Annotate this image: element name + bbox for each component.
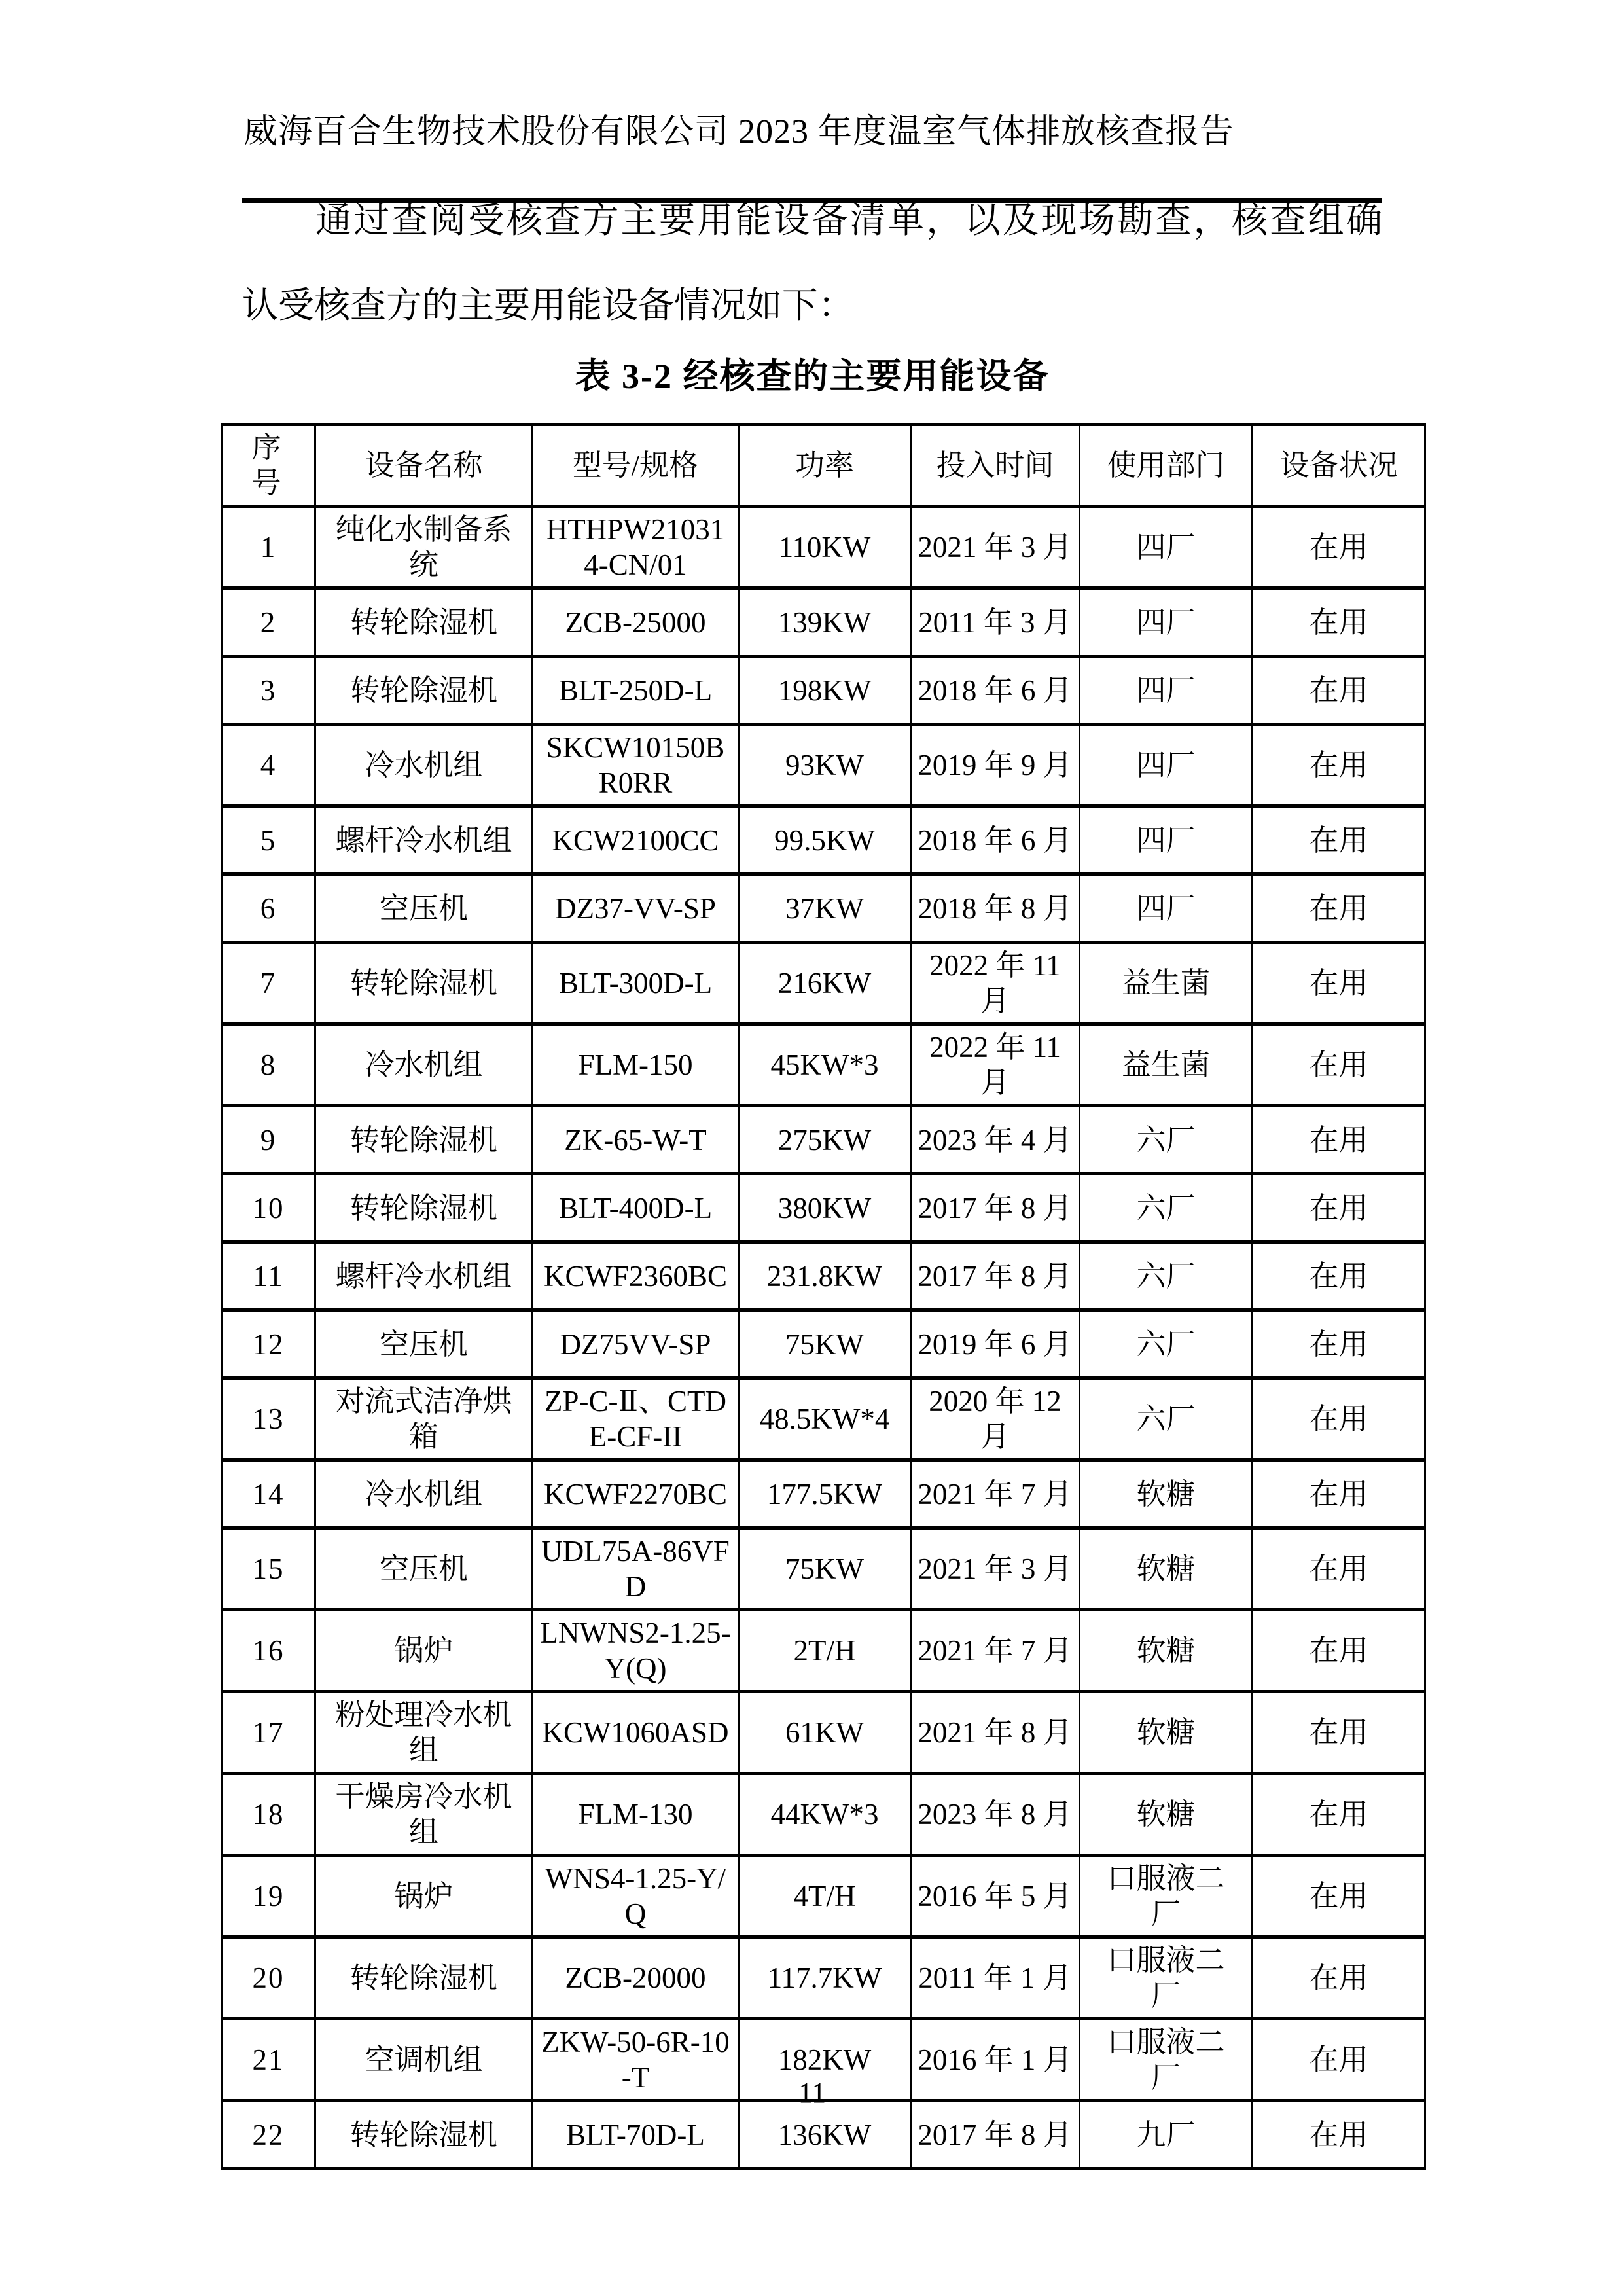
cell-name: 空压机 [315,1310,533,1378]
cell-date: 2021 年 3 月 [911,507,1080,588]
cell-name: 纯化水制备系统 [315,507,533,588]
cell-date: 2017 年 8 月 [911,1242,1080,1310]
cell-serial: 3 [222,656,315,725]
cell-serial: 12 [222,1310,315,1378]
report-header-title: 威海百合生物技术股份有限公司 2023 年度温室气体排放核查报告 [243,113,1235,151]
cell-department: 四厂 [1080,588,1253,656]
cell-power: 93KW [739,725,911,806]
cell-name: 锅炉 [315,1610,533,1692]
cell-status: 在用 [1253,1937,1425,2019]
cell-power: 2T/H [739,1610,911,1692]
cell-date: 2018 年 8 月 [911,874,1080,942]
cell-department: 益生菌 [1080,942,1253,1024]
energy-equipment-table [221,423,1426,2170]
intro-paragraph-line2: 认受核查方的主要用能设备情况如下： [242,285,855,325]
cell-serial: 18 [222,1774,315,1856]
col-header-department: 使用部门 [1080,425,1253,507]
cell-status: 在用 [1253,1310,1425,1378]
cell-department: 四厂 [1080,656,1253,725]
cell-name: 干燥房冷水机组 [315,1774,533,1856]
cell-date: 2021 年 8 月 [911,1692,1080,1774]
cell-status: 在用 [1253,1692,1425,1774]
table-row [222,1937,1425,2019]
col-header-name: 设备名称 [315,425,533,507]
cell-model: BLT-300D-L [533,942,739,1024]
cell-serial: 13 [222,1378,315,1460]
cell-model: KCW2100CC [533,806,739,874]
cell-status: 在用 [1253,1774,1425,1856]
cell-status: 在用 [1253,1856,1425,1937]
cell-department: 六厂 [1080,1106,1253,1174]
cell-status: 在用 [1253,874,1425,942]
table-row [222,1024,1425,1106]
table-header-row [222,425,1425,507]
cell-power: 110KW [739,507,911,588]
cell-status: 在用 [1253,2101,1425,2169]
intro-paragraph-line1: 通过查阅受核查方主要用能设备清单，以及现场勘查，核查组确 [315,200,1382,240]
cell-serial: 4 [222,725,315,806]
cell-power: 380KW [739,1174,911,1242]
cell-power: 45KW*3 [739,1024,911,1106]
cell-serial: 19 [222,1856,315,1937]
table-row [222,1174,1425,1242]
cell-name: 冷水机组 [315,1024,533,1106]
cell-date: 2023 年 4 月 [911,1106,1080,1174]
cell-model: ZK-65-W-T [533,1106,739,1174]
table-row [222,1378,1425,1460]
cell-serial: 9 [222,1106,315,1174]
cell-status: 在用 [1253,1378,1425,1460]
cell-status: 在用 [1253,1106,1425,1174]
cell-department: 口服液二厂 [1080,1937,1253,2019]
table-row [222,1310,1425,1378]
cell-model: ZCB-20000 [533,1937,739,2019]
cell-serial: 8 [222,1024,315,1106]
cell-date: 2019 年 9 月 [911,725,1080,806]
cell-status: 在用 [1253,2019,1425,2101]
cell-model: ZKW-50-6R-10-T [533,2019,739,2101]
cell-status: 在用 [1253,1242,1425,1310]
cell-name: 锅炉 [315,1856,533,1937]
cell-name: 转轮除湿机 [315,1106,533,1174]
col-header-serial: 序 号 [222,425,315,507]
cell-date: 2018 年 6 月 [911,806,1080,874]
cell-model: BLT-70D-L [533,2101,739,2169]
cell-name: 转轮除湿机 [315,1937,533,2019]
cell-serial: 16 [222,1610,315,1692]
cell-date: 2011 年 3 月 [911,588,1080,656]
cell-department: 六厂 [1080,1378,1253,1460]
cell-status: 在用 [1253,507,1425,588]
cell-serial: 22 [222,2101,315,2169]
table-row [222,507,1425,588]
cell-status: 在用 [1253,1610,1425,1692]
cell-department: 软糖 [1080,1460,1253,1528]
cell-date: 2016 年 5 月 [911,1856,1080,1937]
cell-name: 冷水机组 [315,1460,533,1528]
cell-date: 2018 年 6 月 [911,656,1080,725]
cell-status: 在用 [1253,1024,1425,1106]
cell-department: 四厂 [1080,507,1253,588]
cell-status: 在用 [1253,588,1425,656]
table-row [222,1774,1425,1856]
cell-model: LNWNS2-1.25-Y(Q) [533,1610,739,1692]
cell-model: DZ75VV-SP [533,1310,739,1378]
cell-power: 275KW [739,1106,911,1174]
table-row [222,1242,1425,1310]
cell-model: BLT-250D-L [533,656,739,725]
col-header-status: 设备状况 [1253,425,1425,507]
cell-power: 231.8KW [739,1242,911,1310]
table-row [222,656,1425,725]
cell-department: 六厂 [1080,1174,1253,1242]
cell-power: 117.7KW [739,1937,911,2019]
cell-model: SKCW10150BR0RR [533,725,739,806]
cell-department: 六厂 [1080,1310,1253,1378]
cell-department: 软糖 [1080,1610,1253,1692]
cell-name: 空压机 [315,874,533,942]
cell-department: 九厂 [1080,2101,1253,2169]
cell-serial: 15 [222,1528,315,1610]
cell-department: 六厂 [1080,1242,1253,1310]
table-row [222,1856,1425,1937]
cell-serial: 2 [222,588,315,656]
cell-power: 136KW [739,2101,911,2169]
cell-department: 益生菌 [1080,1024,1253,1106]
cell-name: 转轮除湿机 [315,1174,533,1242]
table-row [222,1106,1425,1174]
table-row [222,588,1425,656]
cell-department: 四厂 [1080,806,1253,874]
cell-status: 在用 [1253,1528,1425,1610]
cell-department: 口服液二厂 [1080,2019,1253,2101]
cell-model: WNS4-1.25-Y/Q [533,1856,739,1937]
cell-serial: 1 [222,507,315,588]
cell-power: 177.5KW [739,1460,911,1528]
cell-status: 在用 [1253,942,1425,1024]
page-number: 11 [798,2077,827,2109]
cell-status: 在用 [1253,1174,1425,1242]
cell-power: 99.5KW [739,806,911,874]
cell-model: ZP-C-Ⅱ、CTDE-CF-II [533,1378,739,1460]
cell-department: 口服液二厂 [1080,1856,1253,1937]
cell-name: 空压机 [315,1528,533,1610]
cell-power: 198KW [739,656,911,725]
cell-model: UDL75A-86VFD [533,1528,739,1610]
cell-model: HTHPW210314-CN/01 [533,507,739,588]
cell-power: 182KW [739,2019,911,2101]
table-row [222,1610,1425,1692]
cell-power: 4T/H [739,1856,911,1937]
cell-model: KCW1060ASD [533,1692,739,1774]
table-row [222,1460,1425,1528]
cell-power: 75KW [739,1310,911,1378]
table-row [222,1528,1425,1610]
cell-name: 转轮除湿机 [315,942,533,1024]
cell-serial: 11 [222,1242,315,1310]
cell-department: 四厂 [1080,874,1253,942]
cell-date: 2017 年 8 月 [911,2101,1080,2169]
cell-serial: 17 [222,1692,315,1774]
table-row [222,1692,1425,1774]
table-row [222,725,1425,806]
cell-model: FLM-130 [533,1774,739,1856]
cell-name: 转轮除湿机 [315,2101,533,2169]
cell-name: 转轮除湿机 [315,588,533,656]
cell-name: 粉处理冷水机组 [315,1692,533,1774]
cell-serial: 7 [222,942,315,1024]
cell-serial: 14 [222,1460,315,1528]
device-table-body [222,507,1425,2169]
table-row [222,874,1425,942]
cell-model: KCWF2360BC [533,1242,739,1310]
cell-date: 2019 年 6 月 [911,1310,1080,1378]
cell-model: FLM-150 [533,1024,739,1106]
cell-power: 216KW [739,942,911,1024]
table-caption: 表 3-2 经核查的主要用能设备 [575,357,1050,396]
cell-name: 冷水机组 [315,725,533,806]
table-header [222,425,1425,507]
cell-serial: 20 [222,1937,315,2019]
table-row [222,806,1425,874]
cell-date: 2016 年 1 月 [911,2019,1080,2101]
cell-power: 44KW*3 [739,1774,911,1856]
cell-date: 2022 年 11 月 [911,1024,1080,1106]
cell-status: 在用 [1253,1460,1425,1528]
cell-date: 2023 年 8 月 [911,1774,1080,1856]
cell-department: 软糖 [1080,1774,1253,1856]
cell-power: 37KW [739,874,911,942]
cell-name: 螺杆冷水机组 [315,1242,533,1310]
cell-model: KCWF2270BC [533,1460,739,1528]
cell-department: 四厂 [1080,725,1253,806]
cell-date: 2011 年 1 月 [911,1937,1080,2019]
cell-power: 48.5KW*4 [739,1378,911,1460]
cell-power: 139KW [739,588,911,656]
cell-status: 在用 [1253,656,1425,725]
cell-name: 对流式洁净烘箱 [315,1378,533,1460]
cell-date: 2017 年 8 月 [911,1174,1080,1242]
cell-serial: 21 [222,2019,315,2101]
table-row [222,2101,1425,2169]
cell-name: 转轮除湿机 [315,656,533,725]
cell-name: 空调机组 [315,2019,533,2101]
cell-status: 在用 [1253,725,1425,806]
col-header-model: 型号/规格 [533,425,739,507]
col-header-date: 投入时间 [911,425,1080,507]
cell-department: 软糖 [1080,1528,1253,1610]
cell-name: 螺杆冷水机组 [315,806,533,874]
cell-department: 软糖 [1080,1692,1253,1774]
cell-date: 2022 年 11 月 [911,942,1080,1024]
cell-power: 75KW [739,1528,911,1610]
cell-serial: 10 [222,1174,315,1242]
cell-date: 2020 年 12 月 [911,1378,1080,1460]
cell-date: 2021 年 7 月 [911,1460,1080,1528]
cell-power: 61KW [739,1692,911,1774]
cell-date: 2021 年 7 月 [911,1610,1080,1692]
cell-serial: 6 [222,874,315,942]
cell-status: 在用 [1253,806,1425,874]
cell-date: 2021 年 3 月 [911,1528,1080,1610]
cell-model: DZ37-VV-SP [533,874,739,942]
col-header-power: 功率 [739,425,911,507]
cell-model: BLT-400D-L [533,1174,739,1242]
cell-serial: 5 [222,806,315,874]
table-row [222,942,1425,1024]
cell-model: ZCB-25000 [533,588,739,656]
